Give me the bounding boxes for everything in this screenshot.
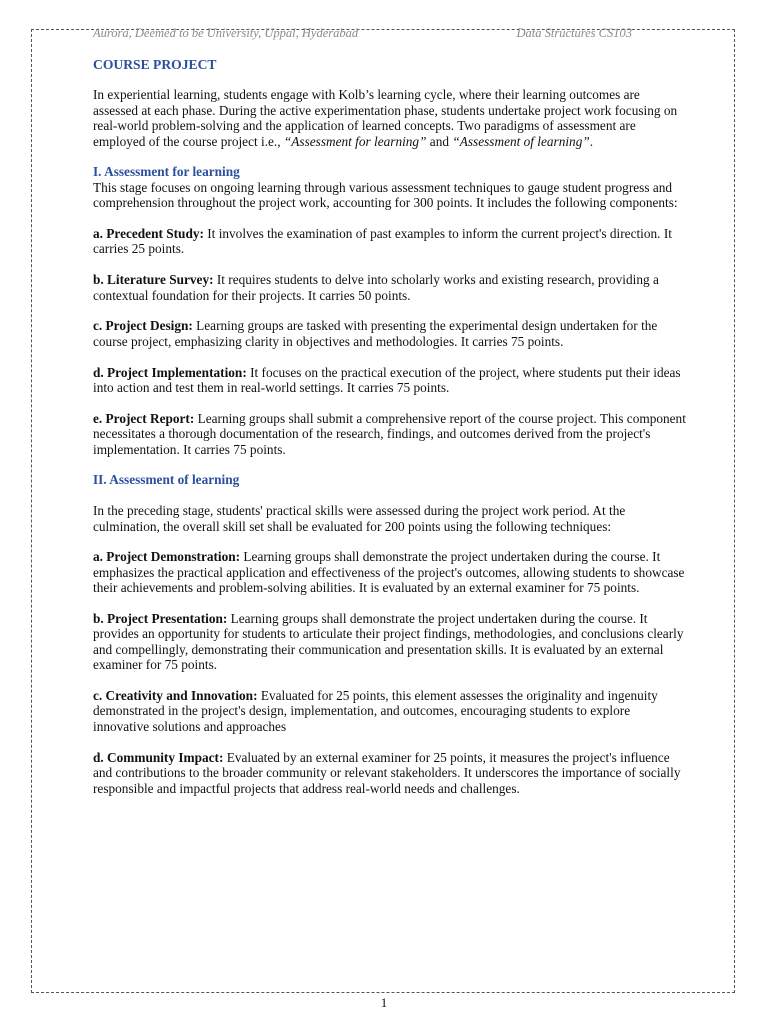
item-text: Learning groups shall demonstrate the project undertaken during the course. It emphasizes the practical application and effectiveness of the project's outcomes, allowing students to showcase their achievements and problem-solving abilities. It is evaluated by an external examiner for 75 points. bbox=[93, 549, 685, 596]
item-text: Learning groups shall demonstrate the project undertaken during the course. It provides an opportunity for students to articulate their project findings, methodologies, and conclusions clearly and compellingly, demonstrating their communication and presentation skills. It is evaluated by an external examiner for 75 points. bbox=[93, 611, 684, 673]
item-text: It focuses on the practical execution of the project, where students put their ideas into action and test them in real-world settings. It carries 75 points. bbox=[93, 364, 681, 396]
item-text: Learning groups are tasked with presenting the experimental design undertaken for the course project, emphasizing clarity in objectives and methodologies. It carries 75 points. bbox=[93, 318, 658, 349]
section-1-intro: This stage focuses on ongoing learning through various assessment techniques to gauge student progress and comprehension throughout the project work, accounting for 300 points. It includes the following components: bbox=[93, 179, 678, 211]
item-label: c. Creativity and Innovation: bbox=[93, 688, 258, 704]
section-2-item bbox=[93, 611, 688, 673]
item-label: e. Project Report: bbox=[93, 410, 195, 426]
section-1-item bbox=[93, 411, 688, 457]
section-1-item bbox=[93, 272, 688, 303]
item-text: Evaluated by an external examiner for 25 points, it measures the project's influence and contributions to the broader community or relevant stakeholders. It underscores the importance of socially responsible and impactful projects that address real-world needs and challenges. bbox=[93, 749, 681, 796]
page-number: 1 bbox=[380, 995, 388, 1010]
section-2-heading: II. Assessment of learning bbox=[93, 472, 240, 488]
item-label: b. Literature Survey: bbox=[93, 272, 214, 288]
item-label: d. Project Implementation: bbox=[93, 364, 247, 380]
item-label: d. Community Impact: bbox=[93, 749, 224, 765]
item-text: It involves the examination of past examples to inform the current project's direction. It carries 25 points. bbox=[93, 226, 672, 257]
intro-text: In experiential learning, students engage with Kolb’s learning cycle, where their learning outcomes are assessed at each phase. During the active experimentation phase, students undertake project work focusing on real-world problem-solving and the application of learned concepts. Two paradigms of assessment are employed of the course project i.e., bbox=[93, 87, 678, 149]
section-2-item bbox=[93, 549, 688, 595]
section-1-item bbox=[93, 226, 688, 257]
item-label: a. Project Demonstration: bbox=[93, 549, 241, 565]
section-2-item bbox=[93, 750, 688, 796]
section-2-item bbox=[93, 688, 688, 734]
header-course: Data Structures CS103 bbox=[516, 26, 632, 40]
section-1-heading: I. Assessment for learning bbox=[93, 164, 240, 180]
intro-italic-2: “Assessment of learning” bbox=[452, 133, 590, 149]
item-label: c. Project Design: bbox=[93, 318, 193, 334]
item-label: a. Precedent Study: bbox=[93, 226, 204, 242]
document-body bbox=[93, 57, 688, 796]
intro-end: . bbox=[589, 133, 594, 149]
item-label: b. Project Presentation: bbox=[93, 611, 228, 627]
item-text: Learning groups shall submit a comprehensive report of the course project. This component necessitates a thorough documentation of the research, findings, and outcomes derived from the project's implementation. It carries 75 points. bbox=[93, 410, 686, 457]
running-header bbox=[93, 26, 632, 42]
intro-and: and bbox=[426, 133, 453, 149]
section-2-intro: In the preceding stage, students' practical skills were assessed during the project work period. At the culmination, the overall skill set shall be evaluated for 200 points using the following techniques: bbox=[93, 503, 626, 534]
section-1-item bbox=[93, 365, 688, 396]
header-institution: Aurora, Deemed to be University, Uppal, Hyderabad bbox=[93, 26, 359, 40]
intro-italic-1: “Assessment for learning” bbox=[283, 133, 427, 149]
intro-paragraph bbox=[93, 87, 688, 149]
item-text: It requires students to delve into scholarly works and existing research, providing a contextual foundation for their projects. It carries 50 points. bbox=[93, 272, 659, 303]
section-1-item bbox=[93, 318, 688, 349]
page-title: COURSE PROJECT bbox=[93, 57, 217, 72]
item-text: Evaluated for 25 points, this element assesses the originality and ingenuity demonstrated in the project's design, implementation, and outcomes, encouraging students to explore innovative solutions and approaches bbox=[93, 688, 658, 734]
